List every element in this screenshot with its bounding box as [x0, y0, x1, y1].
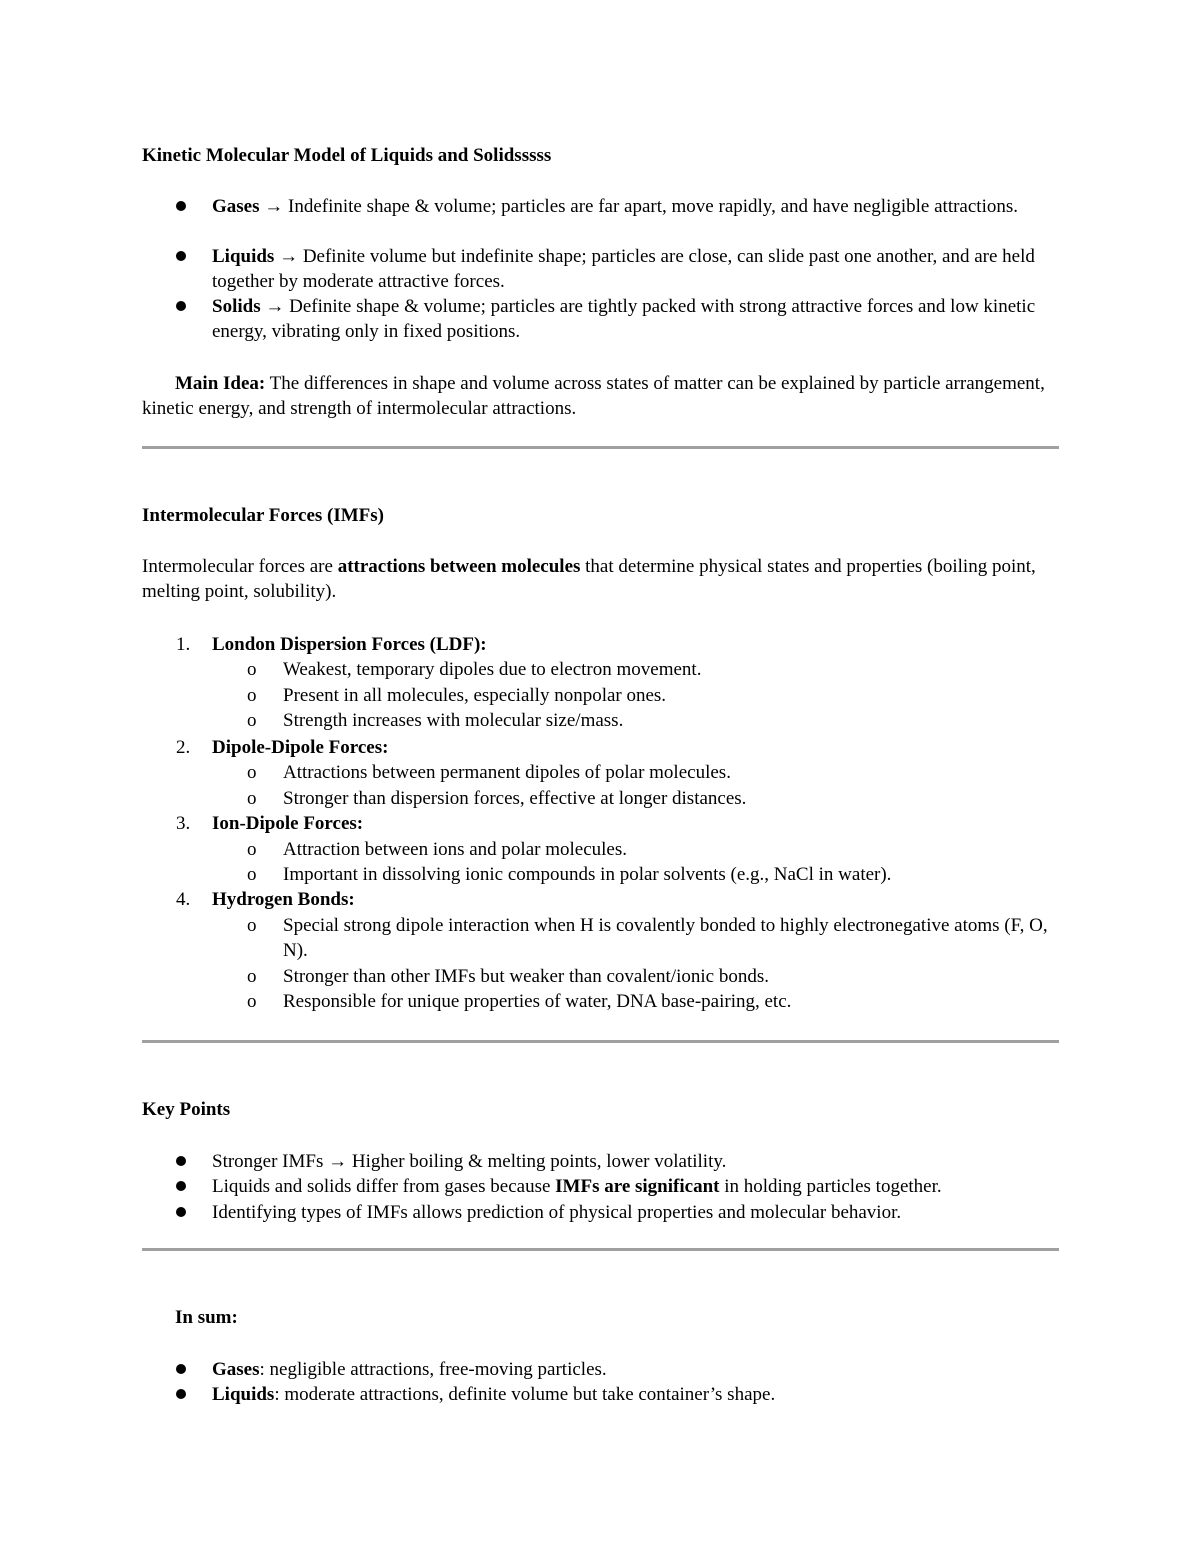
force-point: Important in dissolving ionic compounds in polar solvents (e.g., NaCl in water).: [283, 864, 892, 885]
force-name-hydrogen-bonds: Hydrogen Bonds:: [212, 889, 355, 910]
sub-bullet-icon: o: [247, 966, 257, 987]
force-point: Stronger than other IMFs but weaker than covalent/ionic bonds.: [283, 966, 769, 987]
key-point: [212, 1174, 1052, 1199]
term-gases: Gases: [212, 196, 260, 217]
bullet-icon: [176, 1389, 186, 1399]
main-idea-text: The differences in shape and volume across states of matter can be explained by particle arrangement, kinetic energy, and strength of intermolecular attractions.: [142, 373, 1045, 419]
section-title-key-points: Key Points: [142, 1099, 231, 1120]
term-liquids: Liquids: [212, 246, 275, 267]
sub-bullet-icon: o: [247, 762, 257, 783]
summary-text: : negligible attractions, free-moving particles.: [259, 1359, 607, 1380]
bullet-icon: [176, 1181, 186, 1191]
section-title-imfs: Intermolecular Forces (IMFs): [142, 505, 384, 526]
force-point: Responsible for unique properties of water, DNA base-pairing, etc.: [283, 991, 792, 1012]
list-item-solids: [212, 294, 1052, 344]
horizontal-rule: [142, 446, 1059, 449]
key-point: Stronger IMFs → Higher boiling & melting points, lower volatility.: [212, 1151, 727, 1172]
summary-item-liquids: [212, 1382, 1052, 1407]
key-point: Identifying types of IMFs allows prediction of physical properties and molecular behavior.: [212, 1202, 902, 1223]
force-point: Present in all molecules, especially nonpolar ones.: [283, 685, 667, 706]
horizontal-rule: [142, 1040, 1059, 1043]
bullet-icon: [176, 201, 186, 211]
key-point-bold: IMFs are significant: [555, 1176, 720, 1197]
bullet-icon: [176, 1364, 186, 1374]
summary-item-gases: [212, 1357, 1052, 1382]
item-text: → Definite volume but indefinite shape; particles are close, can slide past one another, and are held together by moderate attractive forces.: [212, 246, 1035, 292]
list-item-gases: [212, 194, 1052, 219]
key-point-text: Liquids and solids differ from gases because: [212, 1176, 556, 1197]
intro-text: Intermolecular forces are: [142, 556, 338, 577]
bullet-icon: [176, 1156, 186, 1166]
item-text: → Definite shape & volume; particles are tightly packed with strong attractive forces and low kinetic energy, vibrating only in fixed positions.: [212, 296, 1036, 342]
list-number: 4.: [176, 889, 191, 910]
term-solids: Solids: [212, 296, 261, 317]
section-title-kinetic-model: Kinetic Molecular Model of Liquids and Solidsssss: [142, 145, 552, 166]
bullet-icon: [176, 1207, 186, 1217]
sub-bullet-icon: o: [247, 839, 257, 860]
intro-text: that determine physical states and properties (boiling point, melting point, solubility).: [142, 556, 1036, 602]
force-name-ion-dipole: Ion-Dipole Forces:: [212, 813, 364, 834]
bullet-icon: [176, 301, 186, 311]
sub-bullet-icon: o: [247, 991, 257, 1012]
sub-bullet-icon: o: [247, 915, 257, 936]
sub-bullet-icon: o: [247, 659, 257, 680]
sub-bullet-icon: o: [247, 685, 257, 706]
term-liquids: Liquids: [212, 1384, 275, 1405]
force-point: Attractions between permanent dipoles of polar molecules.: [283, 762, 731, 783]
sub-bullet-icon: o: [247, 864, 257, 885]
item-text: → Indefinite shape & volume; particles are far apart, move rapidly, and have negligible attractions.: [259, 196, 1018, 217]
force-name-dipole-dipole: Dipole-Dipole Forces:: [212, 737, 389, 758]
force-point: Attraction between ions and polar molecules.: [283, 839, 628, 860]
sub-bullet-icon: o: [247, 710, 257, 731]
main-idea-label: Main Idea:: [175, 373, 266, 394]
horizontal-rule: [142, 1248, 1059, 1251]
intro-bold: attractions between molecules: [337, 556, 581, 577]
list-number: 3.: [176, 813, 191, 834]
force-point: Weakest, temporary dipoles due to electron movement.: [283, 659, 702, 680]
force-point: Strength increases with molecular size/mass.: [283, 710, 624, 731]
term-gases: Gases: [212, 1359, 260, 1380]
bullet-icon: [176, 251, 186, 261]
sub-bullet-icon: o: [247, 788, 257, 809]
main-idea-paragraph: [142, 371, 1060, 421]
imf-intro-paragraph: [142, 554, 1060, 604]
key-point-text: in holding particles together.: [719, 1176, 942, 1197]
list-number: 1.: [176, 634, 191, 655]
force-point: Special strong dipole interaction when H is covalently bonded to highly electronegative atoms (F, O, N).: [283, 915, 1048, 961]
summary-text: : moderate attractions, definite volume but take container’s shape.: [274, 1384, 776, 1405]
force-point: Stronger than dispersion forces, effective at longer distances.: [283, 788, 747, 809]
list-number: 2.: [176, 737, 191, 758]
section-title-in-sum: In sum:: [175, 1307, 238, 1328]
force-name-ldf: London Dispersion Forces (LDF):: [212, 634, 487, 655]
list-item-liquids: [212, 244, 1052, 294]
